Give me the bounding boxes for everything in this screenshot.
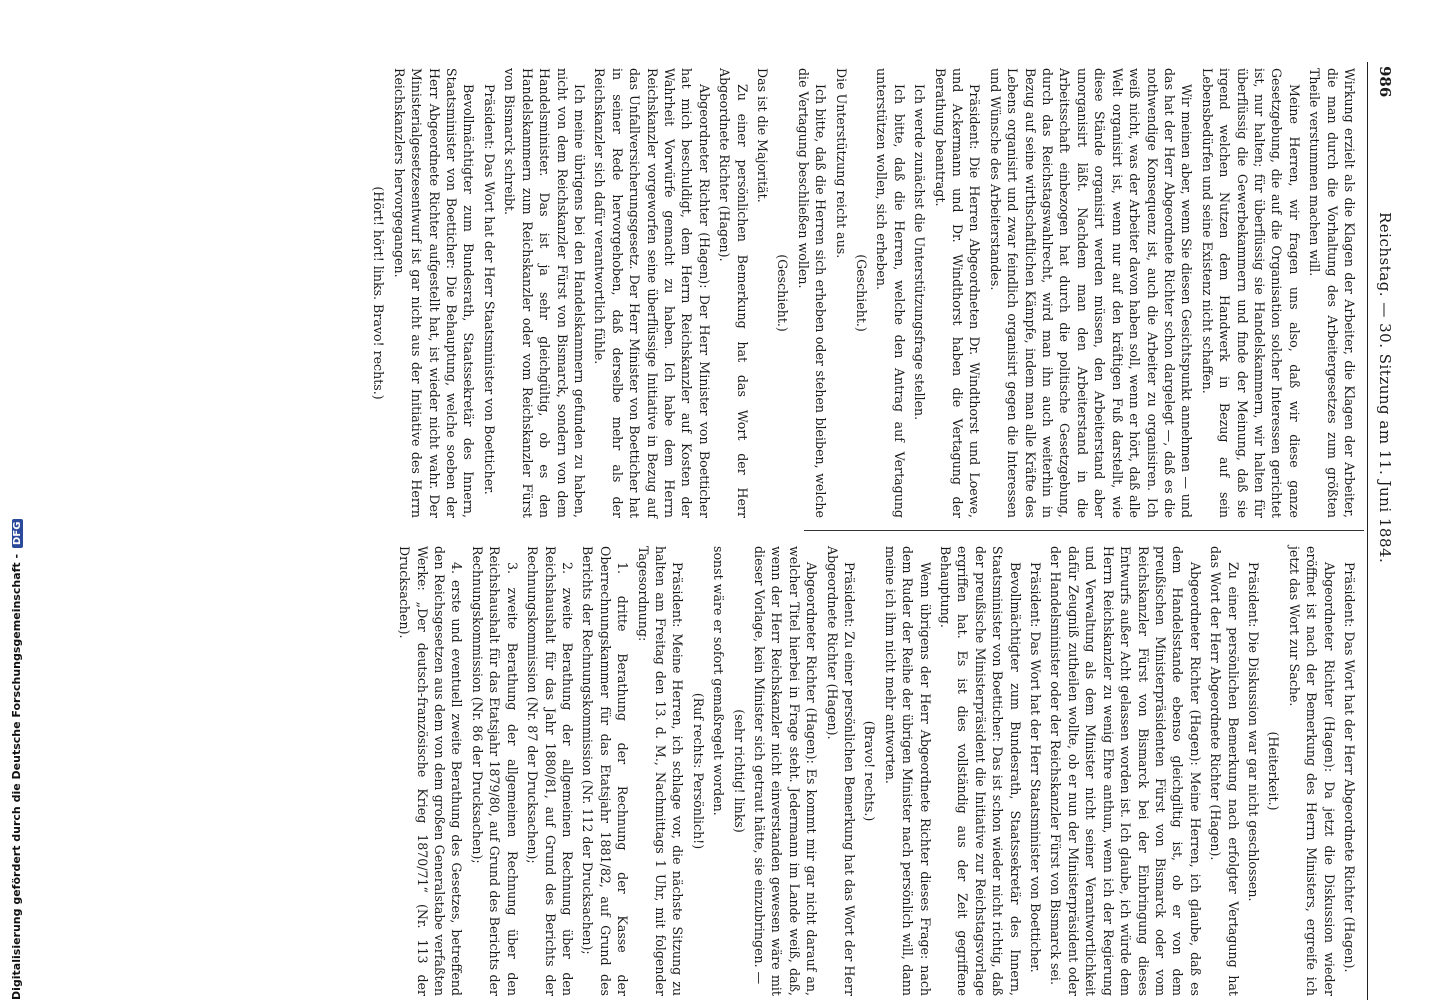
paragraph: Abgeordneter Richter (Hagen): Meine Herren, ich glaube, daß es dem Handelsstande ebenso gleichgiltig ist, ob er von dem preußischen Ministerpräsidenten Fürst von Bismarck oder vom Reichskanzler Fürst von Bismarck bei der Einbringung dieses Entwurfs außer Acht gelassen worden ist. Ich glaube, ich würde dem Herrn Reichskanzler zu wenig Ehre anthun, wenn ich der Regierung und Verwaltung als dem Minister nicht seiner Verantwortlichkeit dafür Zeugniß zutheilen wollte, ob er nun der Ministerpräsident oder der Handelsminister oder der Reichskanzler Fürst von Bismarck sei. [1048,546,1203,996]
header-rule [1367,62,1368,1000]
paragraph: Präsident: Die Diskussion war gar nicht geschlossen. [1245,562,1261,902]
paragraph: Zu einer persönlichen Bemerkung nach erfolgter Vertagung hat das Wort der Herr Abgeordnete Richter (Hagen). [1208,546,1241,996]
paragraph: Wenn übrigens der Herr Abgeordnete Richter dieses Frage: nach dem Ruder der Reihe der übrigen Minister nach persönlich will, dann meine ich ihm nicht mehr antworten. [882,546,933,996]
paragraph: Ich bitte, daß die Herren sich erheben oder stehen bleiben, welche die Vertagung beschließen wollen. [795,68,829,518]
paragraph: Bevollmächtigter zum Bundesrath, Staatssekretär des Innern, Staatsminister von Boetticher: Das ist schon wieder nicht richtig, daß der preußische Ministerpräsident die Initiative zur Reichstagsvorlage ergriffen hat. Es ist dies vollständig aus der Zeit gegriffene Behauptung. [938,546,1023,996]
paragraph: (Bravo! rechts.) [862,720,878,822]
paragraph: Präsident: Das Wort hat der Herr Staatsminister von Boetticher. [481,84,497,495]
dfg-logo: DFG [12,519,23,548]
paragraph: (Ruf rechts: Persönlich!) [690,692,706,850]
right-column [393,546,1358,996]
paragraph: Präsident: Meine Herren, ich schlage vor, die nächste Sitzung zu halten am Freitag den 13. d. M., Nachmittags 1 Uhr, mit folgender Tagesordnung: [635,546,686,996]
paragraph: Ich meine übrigens bei den Handelskammern gefunden zu haben, nicht von dem Reichskanzler Fürst von Bismarck, sondern von dem Handelsminister. Das ist ja sehr gleichgültig, ob es den Handelskammern zum Reichskanzler oder vom Reichskanzler Fürst von Bismarck schreibt. [502,68,587,518]
paragraph: Präsident: Das Wort hat der Herr Abgeordnete Richter (Hagen). [1342,562,1357,973]
paragraph: Wirkung erzielt als die Klagen der Arbeiter, die Klagen der Arbeiter, die man durch die Vorhaltung des Arbeitergesetzes zum größten Theile verstummen machen will. [1307,68,1357,518]
credit-text: Digitalisierung gefördert durch die Deutsche Forschungsgemeinschaft - [10,553,23,1000]
page-number: 986 [1376,66,1394,98]
paragraph: sonst wäre er sofort gemaßregelt worden. [711,546,727,816]
paragraph: Bevollmächtigter zum Bundesrath, Staatssekretär des Innern, Staatsminister von Boetticher: Die Behauptung, welche soeben der Herr Abgeordnete Richter aufgestellt hat, ist wieder nicht wahr. Der Ministerialgesetzesentwurf ist gar nicht aus der Initiative des Herrn Reichskanzlers hervorgegangen. [391,68,477,518]
agenda-item: 4. erste und eventuell zweite Berathung des Gesetzes, betreffend den Reichsgesetzen aus dem von dem großen Generalstabe verfaßten Werke: „Der deutsch-französische Krieg 1870/71“ (Nr. 113 der Drucksachen). [397,546,465,996]
paragraph: Die Unterstützung reicht aus. [833,68,849,259]
paragraph: (Geschieht.) [854,254,870,332]
paragraph: Präsident: Zu einer persönlichen Bemerkung hat das Wort der Herr Abgeordnete Richter (Hagen). [824,546,858,996]
column-divider [804,530,1364,531]
agenda-item: 1. dritte Berathung der Rechnung der Kasse der Oberrechnungskammer für das Etatsjahr 1881/82, auf Grund des Berichts der Rechnungskommission (Nr. 112 der Drucksachen); [580,546,631,996]
paragraph: Ich bitte, daß die Herren, welche den Antrag auf Vertagung unterstützen wollen, sich erheben. [874,68,907,518]
paragraph: Abgeordneter Richter (Hagen): Der Herr Minister von Boetticher hat mich beschuldigt, dem Herrn Reichskanzler auf Kosten der Wahrheit Vorwürfe gemacht zu haben. Ich habe dem Herrn Reichskanzler vorgeworfen seine überflüssige Initiative in Bezug auf das Unfallversicherungsgesetz. Der Herr Minister von Boetticher hat in seiner Rede hervorgehoben, daß derselbe mehr als der Reichskanzler sich dafür verantwortlich fühle. [592,68,712,518]
paragraph: Das ist die Majorität. [755,68,770,203]
paragraph: Abgeordneter Richter (Hagen): Da jetzt die Diskussion wieder eröffnet ist nach der Bemerkung des Herrn Ministers, ergreife ich jetzt das Wort zur Sache. [1286,546,1337,996]
paragraph: Ich werde zunächst die Unterstützungsfrage stellen. [912,84,928,421]
paragraph: (Heiterkeit.) [1266,731,1282,811]
paragraph: (Hört! hört! links. Bravo! rechts.) [371,186,387,400]
paragraph: Präsident: Die Herren Abgeordneten Dr. Windthorst und Loewe, und Ackermann und Dr. Windthorst haben die Vertagung der Berathung beantragt. [932,68,983,518]
running-title: Reichstag. — 30. Sitzung am 11. Juni 1884. [1376,212,1394,564]
agenda-list [396,546,631,996]
paragraph: Wir meinen aber, wenn Sie diesen Gesichtspunkt annehmen — und das hat der Herr Abgeordnete Richter schon dargelegt —, daß es die nothwendige Konsequenz ist, auch die Arbeiter zu organisiren. Ich weiß nicht, was der Arbeiter davon haben soll, wenn er hört, daß alle Welt organisirt ist, wenn nur auf den kräftigen Fuß darstellt, wie diese Stände organisirt werden müssen, den Arbeiterstand aber unorganisirt läßt. Nachdem man den Arbeiterstand in die Arbeitsschaft einbezogen hat durch die politische Gesetzgebung, durch das Reichstagswahlrecht, wird man ihn auch weiterhin in Bezug auf seine wirthschaftlichen Kämpfe, indem man alle Kräfte des Lebens organisirt und zwar feindlich organisirt gegen die Interessen und Wünsche des Arbeiterstandes. [987,68,1195,518]
paragraph: (sehr richtig! links) [731,709,747,833]
paragraph: Präsident: Das Wort hat der Herr Staatsminister von Boetticher. [1028,562,1044,973]
agenda-item: 2. zweite Berathung der allgemeinen Rechnung über den Reichshaushalt für das Jahr 1880/81, auf Grund des Berichts der Rechnungskommission (Nr. 87 der Drucksachen); [525,546,575,996]
left-column [367,68,1358,518]
page-header [1370,62,1394,1000]
agenda-item: 3. zweite Berathung der allgemeinen Rechnung über den Reichshaushalt für das Etatsjahr 1879/80, auf Grund des Berichts der Rechnungskommission (Nr. 86 der Drucksachen); [469,546,520,996]
paragraph: (Geschieht.) [775,254,791,332]
paragraph: Abgeordneter Richter (Hagen): Es kommt mir gar nicht darauf an, welcher Titel hierbei in Frage steht. Jedermann im Lande weiß, daß, wenn der Herr Reichskanzler nicht einverstanden gewesen wäre mit dieser Vorlage, kein Minister sich getraut hätte, sie einzubringen. — [752,546,820,996]
document-page [84,62,1394,1000]
digitization-credit [10,0,32,1000]
paragraph: Meine Herren, wir fragen uns also, daß wir diese ganze Gesetzgebung, die auf die Organisation solcher Interessen gerichtet ist, nur halten; für überflüssig sie Handelskammern, wir halten für überflüssig die Gewerbekammern und finde der Meinung, daß sie irgend welchen Nutzen dem Handwerk in Bezug auf sein Lebensbedürfen und seine Existenz nicht schaffen. [1199,68,1302,518]
paragraph: Zu einer persönlichen Bemerkung hat das Wort der Herr Abgeordnete Richter (Hagen). [717,68,750,518]
